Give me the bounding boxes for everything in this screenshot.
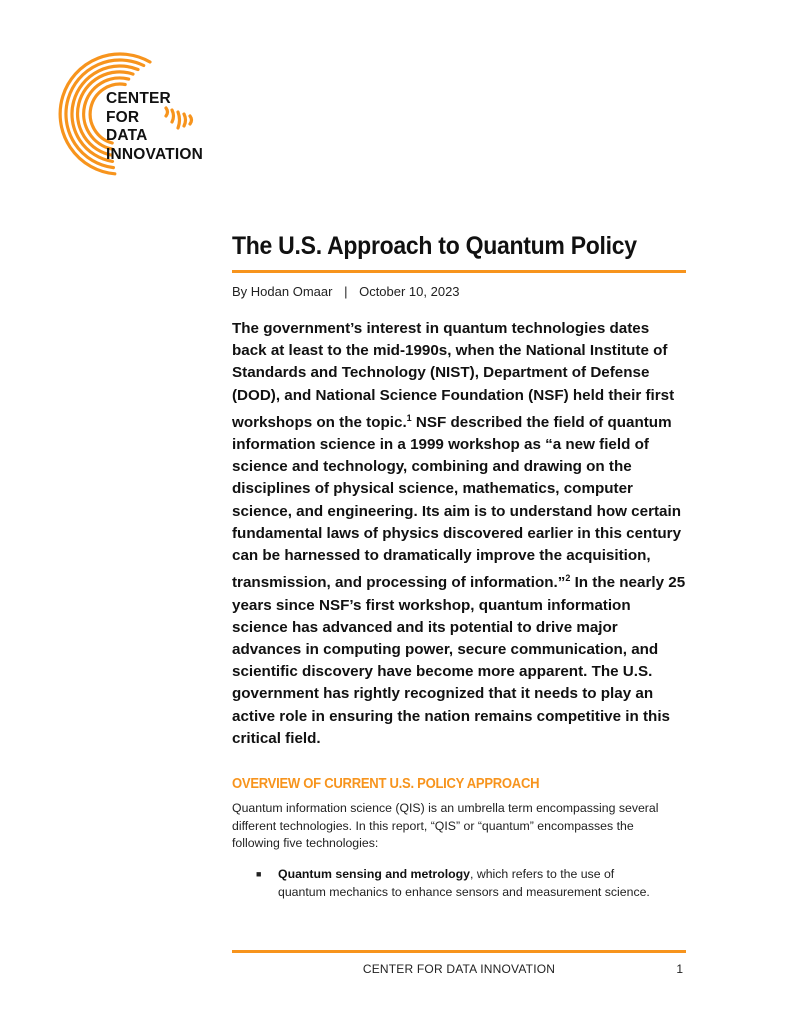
footnote-marker-1[interactable]: 1	[406, 412, 412, 423]
footer-org: CENTER FOR DATA INNOVATION	[362, 962, 556, 976]
page-number: 1	[676, 962, 683, 976]
section-paragraph: Quantum information science (QIS) is an umbrella term encompassing several different technologies. In this report, “QIS” or “quantum” encompasses the following five technologies:	[232, 801, 659, 850]
logo-wordmark	[106, 90, 203, 164]
byline-author: By Hodan Omaar	[232, 284, 333, 299]
bullet-text	[278, 866, 656, 901]
bullet-term: Quantum sensing and metrology	[278, 867, 470, 881]
lead-text-part2: NSF described the field of quantum information science in a 1999 workshop as “a new field of science and technology, combining and drawing on the disciplines of physical science, mathematics, computer science, and engineering. Its aim is to understand how certain fundamental laws of physics discovered earlier in this century can be harnessed to dramatically improve the acquisition, transmission, and processing of information.”	[232, 413, 682, 592]
logo	[58, 50, 228, 180]
byline-date: October 10, 2023	[359, 284, 460, 299]
lead-text-part1: The government’s interest in quantum technologies dates back at least to the mid-1990s, when the National Institute of Standards and Technology (NIST), Department of Defense (DOD), and National Science Foundation (NSF) held their first workshops on the topic.	[232, 320, 675, 431]
footnote-marker-2[interactable]: 2	[565, 573, 571, 584]
byline	[232, 284, 460, 299]
bullet-description: , which refers to the use of quantum mechanics to enhance sensors and measurement science.	[278, 867, 650, 899]
bullet-square-icon: ■	[256, 869, 262, 879]
list-item	[256, 866, 656, 901]
document-title: The U.S. Approach to Quantum Policy	[232, 232, 637, 260]
lead-text-part3: In the nearly 25 years since NSF’s first workshop, quantum information science has advanced and its potential to drive major advances in computing power, secure communication, and scientific discovery have become more apparent. The U.S. government has rightly recognized that it needs to play an active role in ensuring the nation remains competitive in this critical field.	[232, 574, 686, 747]
logo-line-for: FOR	[106, 108, 140, 126]
title-divider	[232, 270, 686, 273]
logo-line-center: CENTER	[106, 90, 171, 107]
logo-line-innovation: INNOVATION	[106, 145, 204, 163]
byline-separator: |	[344, 284, 348, 299]
lead-paragraph	[232, 318, 687, 750]
footer-divider	[232, 950, 686, 953]
logo-line-data: DATA	[106, 127, 148, 144]
section-heading: OVERVIEW OF CURRENT U.S. POLICY APPROACH	[232, 776, 540, 792]
